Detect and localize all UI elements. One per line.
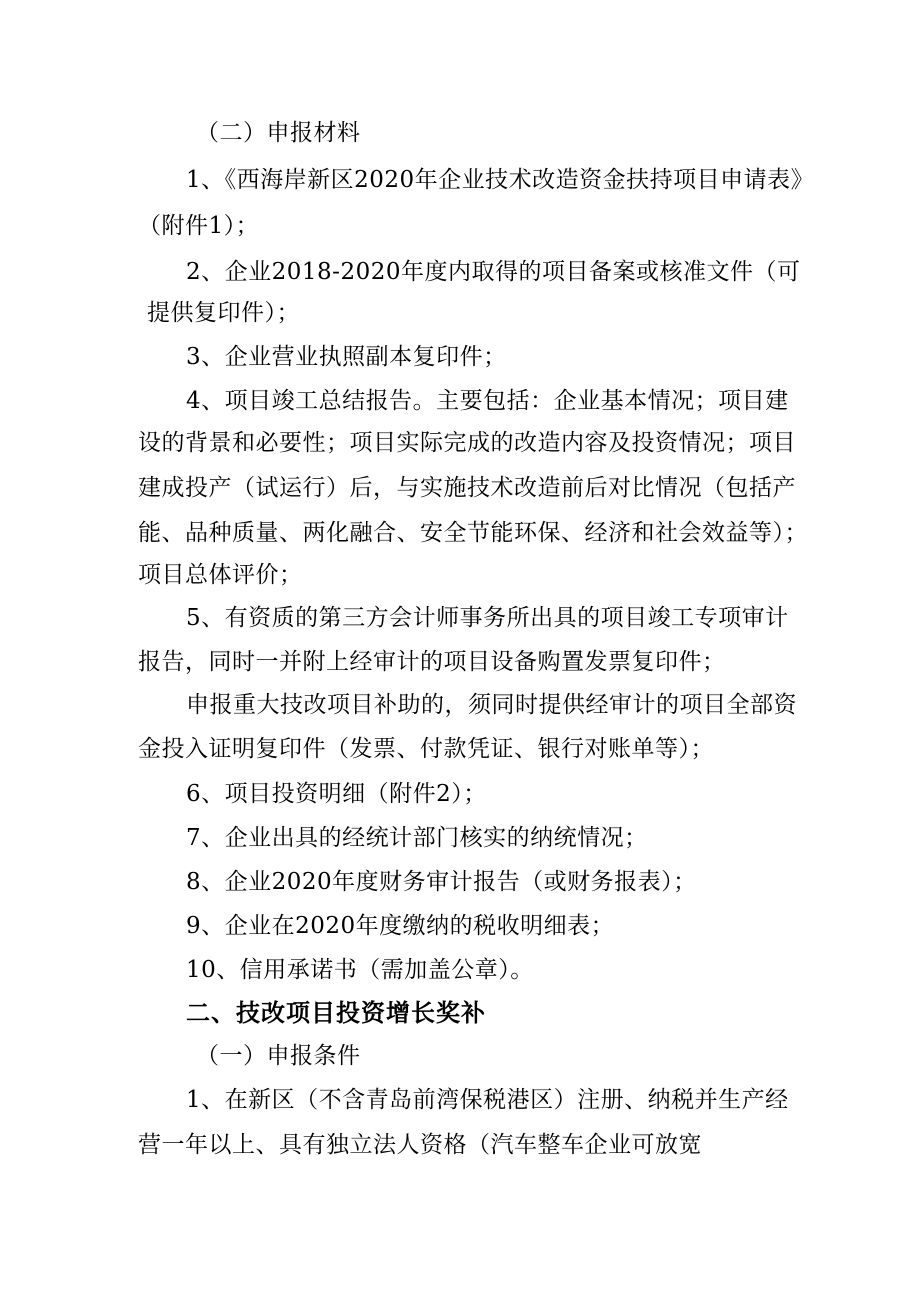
paragraph-line: 申报重大技改项目补助的，须同时提供经审计的项目全部资 [186,692,797,718]
paragraph-line: （附件1）； [138,213,260,239]
section-heading-application-conditions: （一）申报条件 [196,1043,361,1069]
paragraph-line: 项目总体评价； [138,562,303,588]
paragraph-line: 提供复印件）； [147,300,300,326]
paragraph-line: 建成投产（试运行）后，与实施技术改造前后对比情况（包括产 [138,475,796,501]
paragraph-line: 7、企业出具的经统计部门核实的纳统情况； [186,825,648,851]
paragraph-line: 6、项目投资明细（附件2）； [186,781,487,807]
paragraph-line: 金投入证明复印件（发票、付款凭证、银行对账单等）； [138,736,714,762]
paragraph-line: 1、在新区（不含青岛前湾保税港区）注册、纳税并生产经 [186,1087,789,1113]
chapter-heading-investment-growth-award: 二、技改项目投资增长奖补 [186,999,486,1027]
paragraph-line: 8、企业2020年度财务审计报告（或财务报表）； [186,869,697,895]
paragraph-line: 报告，同时一并附上经审计的项目设备购置发票复印件； [138,649,726,675]
paragraph-line: 10、信用承诺书（需加盖公章）。 [186,957,534,983]
paragraph-line: 设的背景和必要性；项目实际完成的改造内容及投资情况；项目 [138,430,796,456]
section-heading-application-materials: （二）申报材料 [196,120,361,146]
paragraph-line: 2、企业2018-2020年度内取得的项目备案或核准文件（可 [186,259,801,285]
paragraph-line: 5、有资质的第三方会计师事务所出具的项目竣工专项审计 [186,605,789,631]
paragraph-line: 3、企业营业执照副本复印件； [186,344,507,370]
paragraph-line: 1、《西海岸新区2020年企业技术改造资金扶持项目申请表》 [186,167,815,193]
paragraph-line: 4、项目竣工总结报告。主要包括：企业基本情况；项目建 [186,388,789,414]
paragraph-line: 能、品种质量、两化融合、安全节能环保、经济和社会效益等）； [138,520,808,546]
paragraph-line: 9、企业在2020年度缴纳的税收明细表； [186,913,615,939]
paragraph-line: 营一年以上、具有独立法人资格（汽车整车企业可放宽 [138,1132,702,1158]
